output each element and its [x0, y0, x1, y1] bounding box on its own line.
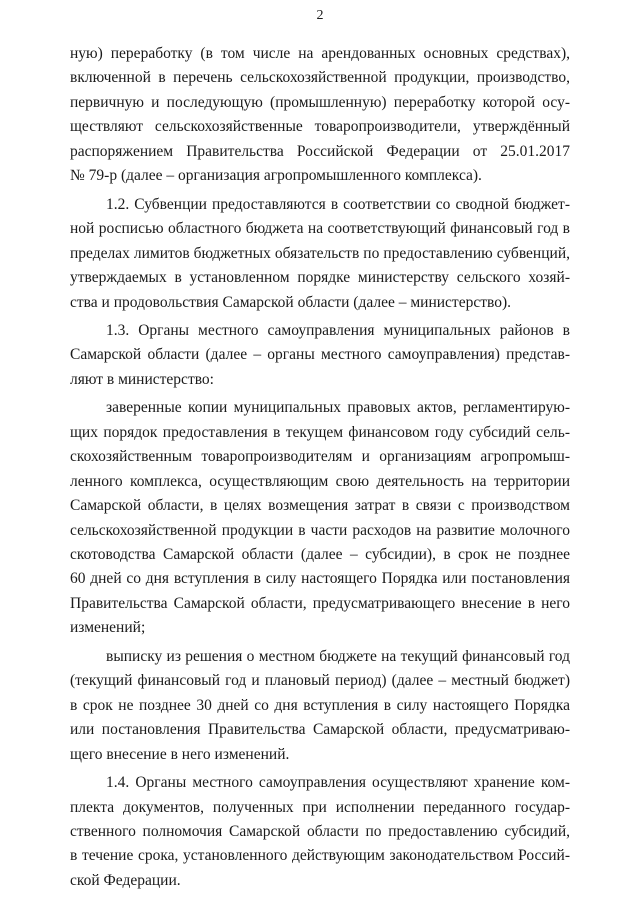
text-line: изменений;: [70, 619, 146, 637]
text-line: в срок не позднее 30 дней со дня вступления в силу настоящего Порядка: [70, 696, 570, 714]
text-line: 60 дней со дня вступления в силу настоящего Порядка или постановления: [70, 570, 570, 588]
text-line: Самарской области, в целях возмещения затрат в связи с производством: [70, 497, 570, 515]
text-line: ленного комплекса, осуществляющим свою деятельность на территории: [70, 472, 570, 490]
text-line: ственного полномочия Самарской области по предоставлению субсидий,: [70, 822, 570, 840]
text-line: (текущий финансовый год и плановый период) (далее – местный бюджет): [70, 672, 570, 690]
text-line: Правительства Самарской области, предусматривающего внесение в него: [70, 594, 570, 612]
text-line: в течение срока, установленного действующим законодательством Россий-: [70, 847, 570, 865]
text-line: Самарской области (далее – органы местного самоуправления) представ-: [70, 346, 570, 364]
text-line: распоряжением Правительства Российской Федерации от 25.01.2017: [70, 142, 570, 160]
text-line: или постановления Правительства Самарской области, предусматриваю-: [70, 721, 570, 739]
text-line: 1.4. Органы местного самоуправления осуществляют хранение ком-: [106, 774, 570, 792]
text-line: щих порядок предоставления в текущем финансовом году субсидий сель-: [70, 423, 570, 441]
text-line: скотоводства Самарской области (далее – субсидии), в срок не позднее: [70, 546, 570, 563]
text-line: заверенные копии муниципальных правовых актов, регламентирую-: [106, 399, 570, 417]
text-line: сельскохозяйственной продукции в части расходов на развитие молочного: [70, 521, 570, 539]
text-line: 1.3. Органы местного самоуправления муниципальных районов в: [106, 321, 570, 339]
text-line: 1.2. Субвенции предоставляются в соответствии со сводной бюджет-: [106, 195, 570, 213]
text-line: ляют в министерство:: [70, 370, 214, 388]
text-line: выписку из решения о местном бюджете на текущий финансовый год: [106, 647, 570, 665]
text-line: утверждаемых в установленном порядке министерству сельского хозяй-: [70, 269, 570, 287]
text-line: первичную и последующую (промышленную) переработку которой осу-: [70, 93, 570, 111]
text-line: ществляют сельскохозяйственные товаропроизводители, утверждённый: [70, 118, 570, 136]
text-line: ную) переработку (в том числе на арендованных основных средствах),: [70, 45, 570, 62]
text-line: № 79-р (далее – организация агропромышленного комплекса).: [70, 167, 482, 185]
text-line: пределах лимитов бюджетных обязательств по предоставлению субвенций,: [70, 244, 570, 262]
text-line: ства и продовольствия Самарской области (далее – министерство).: [70, 293, 511, 311]
text-line: ской Федерации.: [70, 871, 181, 889]
page-number: 2: [316, 8, 324, 23]
text-line: плекта документов, полученных при исполнении переданного государ-: [70, 798, 570, 816]
text-line: скохозяйственным товаропроизводителям и организациям агропромыш-: [70, 448, 570, 466]
text-line: щего внесение в него изменений.: [70, 745, 290, 763]
text-line: ной росписью областного бюджета на соответствующий финансовый год в: [70, 220, 570, 238]
text-line: включенной в перечень сельскохозяйственной продукции, производство,: [70, 69, 570, 87]
